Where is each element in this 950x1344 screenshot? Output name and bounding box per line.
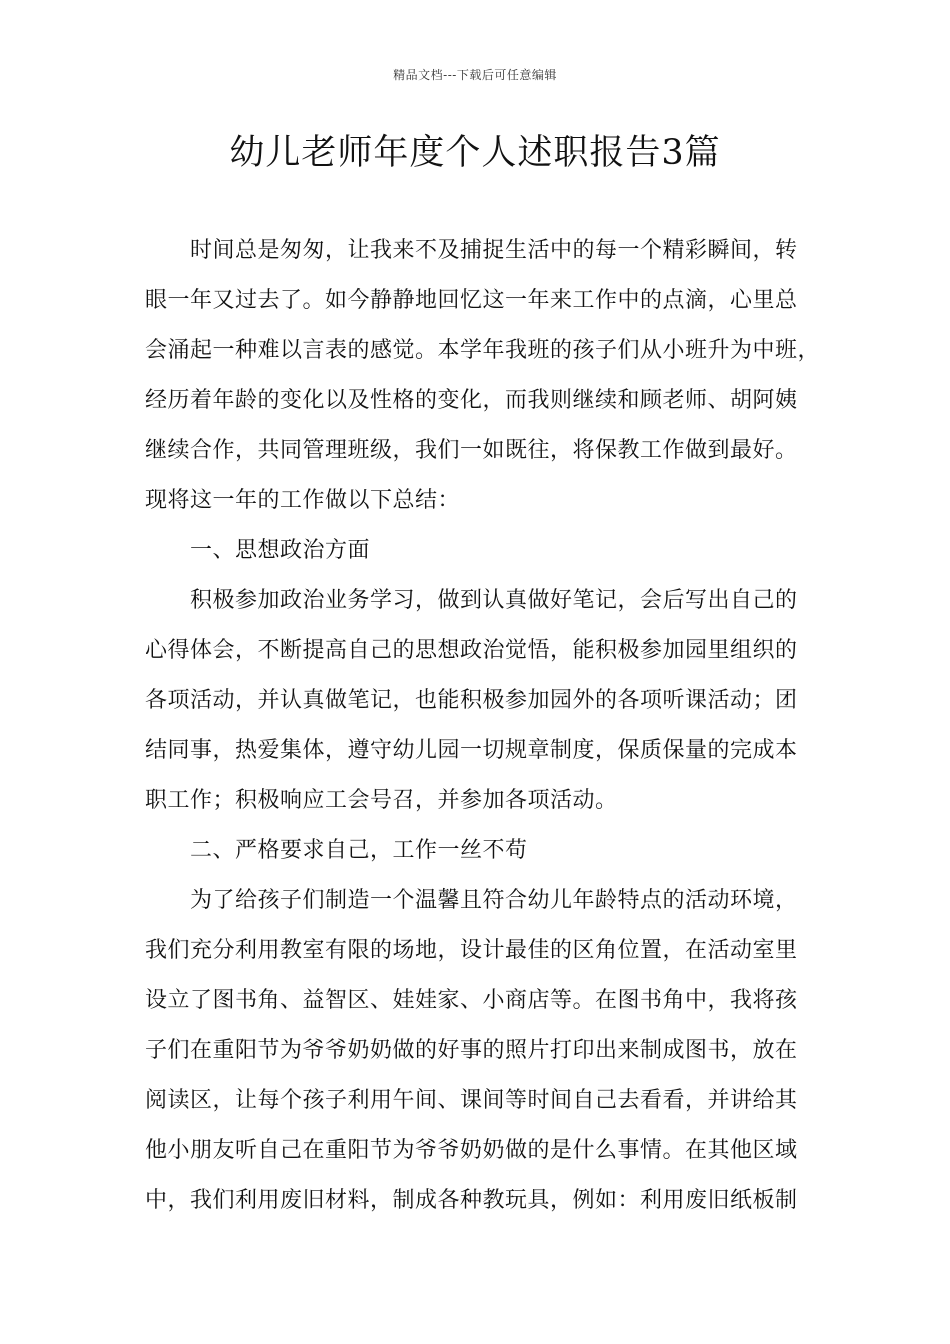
text-line: 结同事，热爱集体，遵守幼儿园一切规章制度，保质保量的完成本 — [145, 738, 798, 763]
text-line: 时间总是匆匆，让我来不及捕捉生活中的每一个精彩瞬间，转 — [190, 238, 798, 263]
text-line: 阅读区，让每个孩子利用午间、课间等时间自己去看看，并讲给其 — [145, 1088, 798, 1113]
text-line: 职工作；积极响应工会号召，并参加各项活动。 — [145, 788, 618, 813]
page-header: 精品文档---下载后可任意编辑 — [393, 68, 557, 82]
text-line: 现将这一年的工作做以下总结： — [145, 488, 461, 513]
text-line: 子们在重阳节为爷爷奶奶做的好事的照片打印出来制成图书，放在 — [145, 1038, 798, 1063]
document-body — [145, 226, 821, 1226]
text-line: 为了给孩子们制造一个温馨且符合幼儿年龄特点的活动环境， — [190, 888, 798, 913]
text-line: 经历着年龄的变化以及性格的变化，而我则继续和顾老师、胡阿姨 — [145, 388, 798, 413]
text-line: 各项活动，并认真做笔记，也能积极参加园外的各项听课活动；团 — [145, 688, 798, 713]
text-line: 积极参加政治业务学习，做到认真做好笔记，会后写出自己的 — [190, 588, 798, 613]
text-line: 二、严格要求自己，工作一丝不苟 — [190, 838, 528, 863]
text-line: 会涌起一种难以言表的感觉。本学年我班的孩子们从小班升为中班， — [145, 338, 821, 363]
text-line: 设立了图书角、益智区、娃娃家、小商店等。在图书角中，我将孩 — [145, 988, 798, 1013]
text-line: 继续合作，共同管理班级，我们一如既往，将保教工作做到最好。 — [145, 438, 798, 463]
text-line: 中，我们利用废旧材料，制成各种教玩具，例如：利用废旧纸板制 — [145, 1188, 798, 1213]
text-line: 一、思想政治方面 — [190, 538, 371, 563]
document-title: 幼儿老师年度个人述职报告3篇 — [229, 133, 721, 173]
text-line: 我们充分利用教室有限的场地，设计最佳的区角位置，在活动室里 — [145, 938, 798, 963]
text-line: 他小朋友听自己在重阳节为爷爷奶奶做的是什么事情。在其他区域 — [145, 1138, 798, 1163]
text-line: 心得体会，不断提高自己的思想政治觉悟，能积极参加园里组织的 — [145, 638, 798, 663]
text-line: 眼一年又过去了。如今静静地回忆这一年来工作中的点滴，心里总 — [145, 288, 798, 313]
